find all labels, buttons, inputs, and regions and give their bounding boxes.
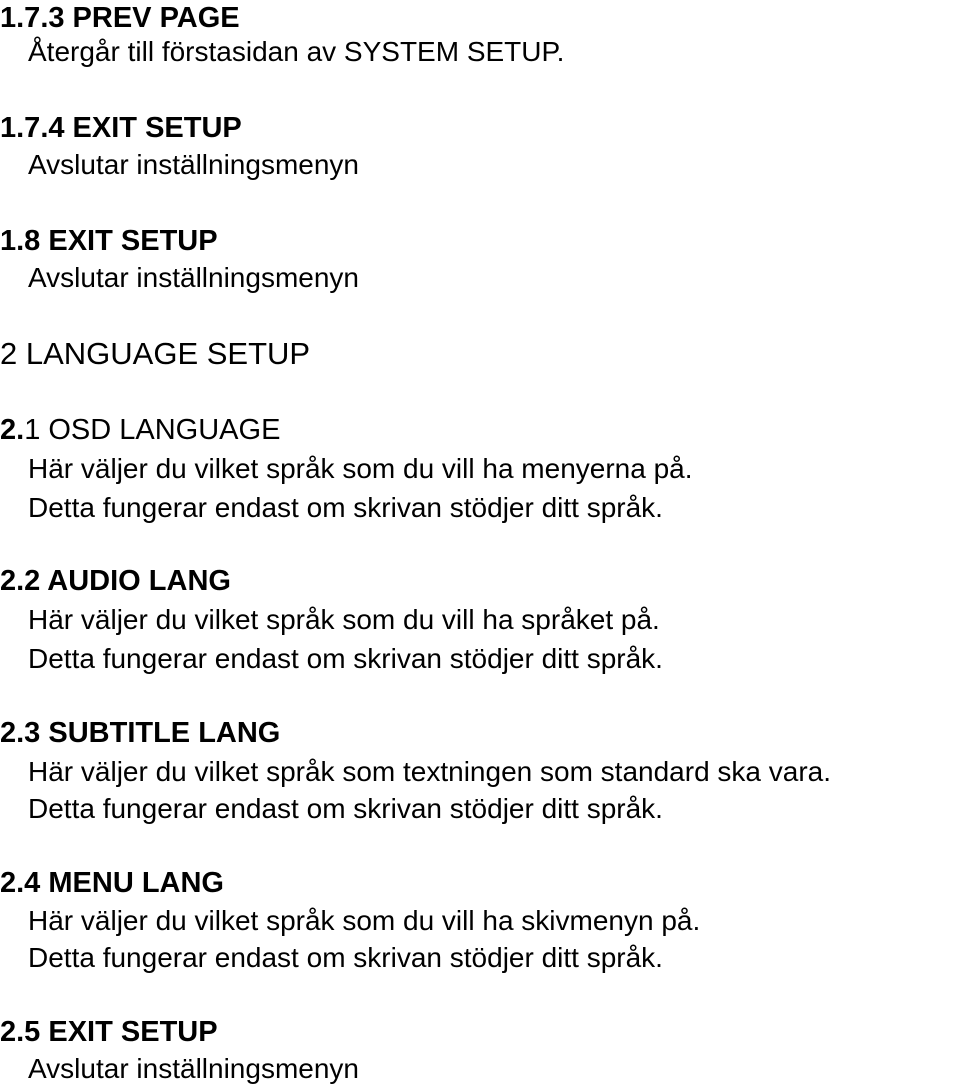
- section-text: Här väljer du vilket språk som du vill ha skivmenyn på.: [28, 905, 701, 936]
- section-heading-prev-page: 1.7.3 PREV PAGE: [0, 2, 240, 34]
- section-text: Avslutar inställningsmenyn: [28, 262, 359, 293]
- section-heading-exit-setup-25: 2.5 EXIT SETUP: [0, 1016, 218, 1048]
- section-text: Här väljer du vilket språk som du vill ha språket på.: [28, 604, 660, 635]
- section-text: Detta fungerar endast om skrivan stödjer ditt språk.: [28, 793, 663, 824]
- section-text: Detta fungerar endast om skrivan stödjer ditt språk.: [28, 643, 663, 674]
- section-heading-exit-setup-18: 1.8 EXIT SETUP: [0, 225, 218, 257]
- section-heading-audio-lang: 2.2 AUDIO LANG: [0, 565, 231, 597]
- section-heading-menu-lang: 2.4 MENU LANG: [0, 867, 224, 899]
- section-heading-subtitle-lang: 2.3 SUBTITLE LANG: [0, 717, 281, 749]
- section-text: Avslutar inställningsmenyn: [28, 1053, 359, 1084]
- section-text: Här väljer du vilket språk som textningen som standard ska vara.: [28, 756, 832, 787]
- heading-number: 2.: [0, 414, 25, 446]
- heading-title: 1 OSD LANGUAGE: [24, 414, 281, 446]
- section-text: Detta fungerar endast om skrivan stödjer ditt språk.: [28, 492, 663, 523]
- section-heading-exit-setup-174: 1.7.4 EXIT SETUP: [0, 112, 242, 144]
- section-heading-language-setup: 2 LANGUAGE SETUP: [0, 336, 311, 371]
- section-text: Här väljer du vilket språk som du vill ha menyerna på.: [28, 453, 693, 484]
- section-heading-osd-language: [0, 412, 280, 448]
- section-text: Detta fungerar endast om skrivan stödjer ditt språk.: [28, 942, 663, 973]
- section-text: Avslutar inställningsmenyn: [28, 149, 359, 180]
- section-text: Återgår till förstasidan av SYSTEM SETUP.: [28, 36, 565, 67]
